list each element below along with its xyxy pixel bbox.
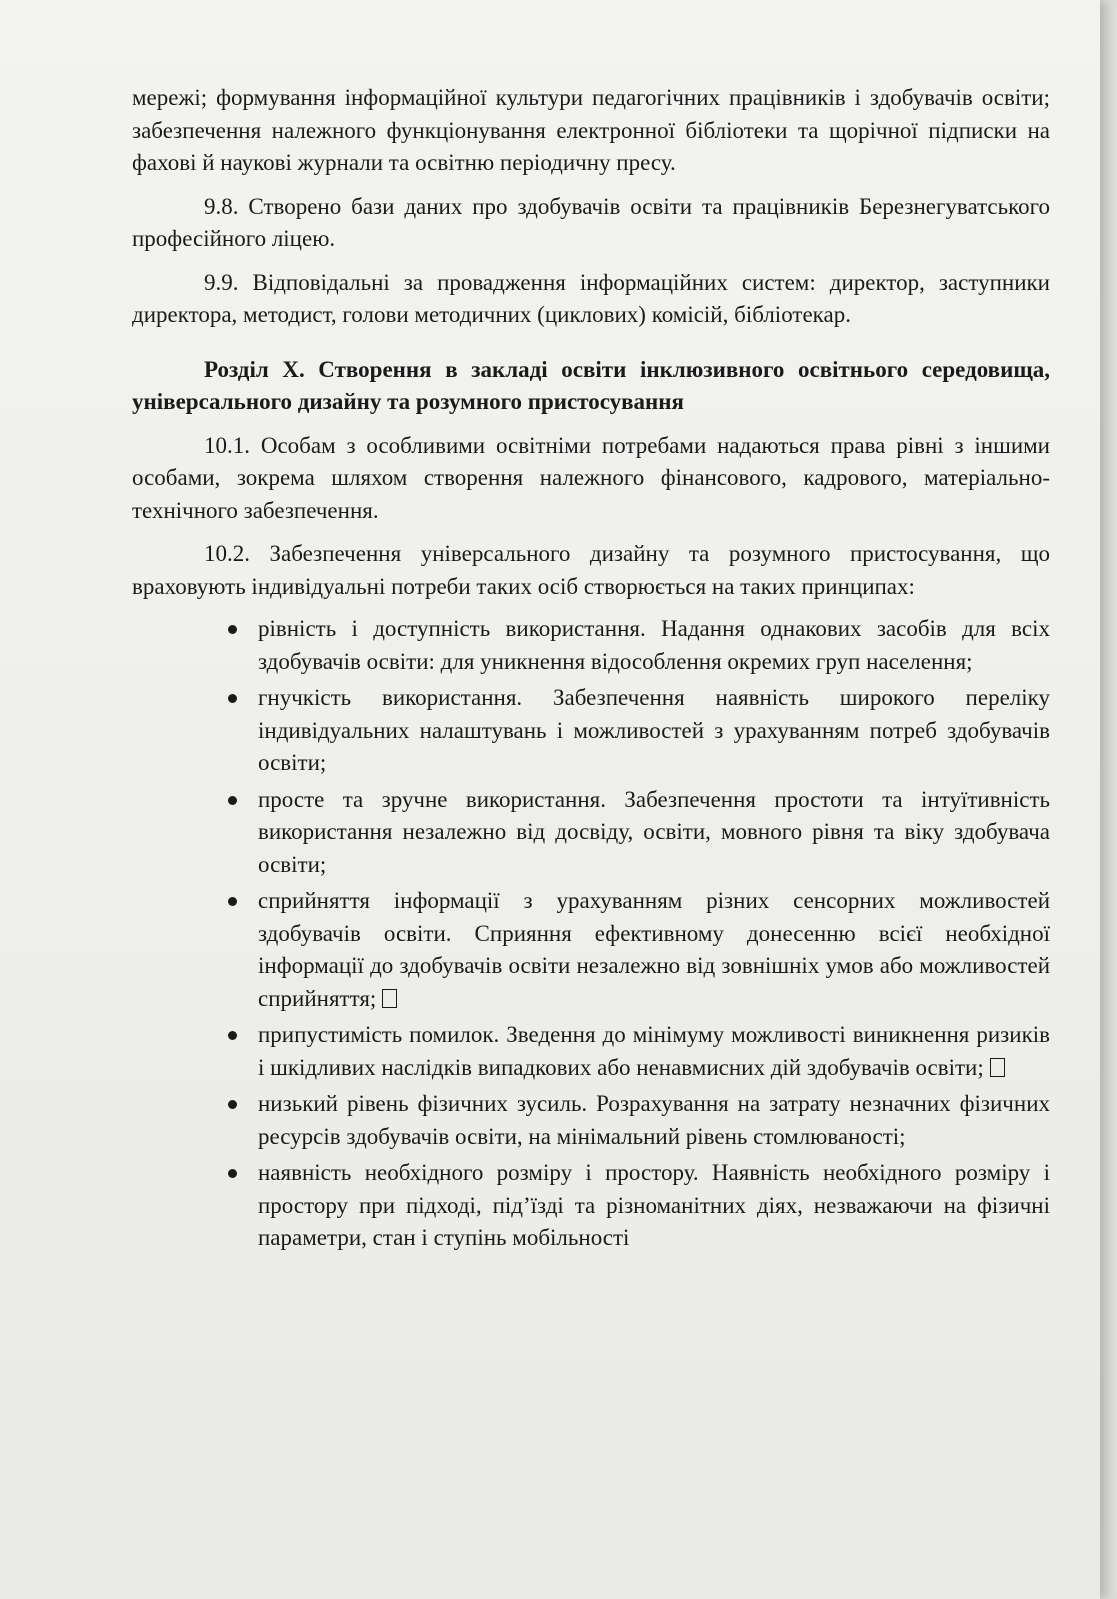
- list-item-text: гнучкість використання. Забезпечення наявність широкого переліку індивідуальних налаштувань і можливостей з урахуванням потреб здобувачів освіти;: [258, 685, 1050, 775]
- paragraph-9-9: 9.9. Відповідальні за провадження інформаційних систем: директор, заступники директора, методист, голови методичних (циклових) комісій, бібліотекар.: [132, 269, 1050, 327]
- paragraph-continuation: мережі; формування інформаційної культури педагогічних працівників і здобувачів освіти; забезпечення належного функціонування електронної бібліотеки та щорічної підписки на фахові й наукові журнали та освітню періодичну пресу.: [132, 85, 1050, 175]
- list-item: [132, 885, 1050, 1015]
- empty-box-icon: [382, 989, 397, 1008]
- list-item-text: сприйняття інформації з урахуванням різних сенсорних можливостей здобувачів освіти. Сприяння ефективному донесенню всієї необхідної інформації до здобувачів освіти незалежно від зовнішніх умов або можливостей сприйняття;: [258, 888, 1050, 1011]
- list-item-text: низький рівень фізичних зусиль. Розрахування на затрату незначних фізичних ресурсів здобувачів освіти, на мінімальний рівень стомлюваності;: [258, 1091, 1050, 1149]
- bullet-icon: [228, 625, 237, 634]
- list-item: [132, 682, 1050, 780]
- list-item: [132, 1088, 1050, 1153]
- bullet-icon: [228, 1169, 237, 1178]
- principles-list: [132, 613, 1050, 1255]
- list-item: [132, 1157, 1050, 1255]
- paragraph-10-2: 10.2. Забезпечення універсального дизайну та розумного пристосування, що враховують індивідуальні потреби таких осіб створюється на таких принципах:: [132, 541, 1050, 599]
- list-item: [132, 1019, 1050, 1084]
- list-item: [132, 613, 1050, 678]
- list-item: [132, 784, 1050, 882]
- empty-box-icon: [990, 1058, 1005, 1077]
- bullet-icon: [228, 694, 237, 703]
- document-body: [132, 82, 1050, 1259]
- bullet-icon: [228, 1100, 237, 1109]
- list-item-text: рівність і доступність використання. Надання однакових засобів для всіх здобувачів освіти: для уникнення відособлення окремих груп населення;: [258, 616, 1050, 674]
- bullet-icon: [228, 1031, 237, 1040]
- list-item-text: наявність необхідного розміру і простору. Наявність необхідного розміру і простору при підході, під’їзді та різноманітних діях, незважаючи на фізичні параметри, стан і ступінь мобільності: [258, 1160, 1050, 1250]
- paragraph-9-8: 9.8. Створено бази даних про здобувачів освіти та працівників Березнегуватського професійного ліцею.: [132, 193, 1050, 251]
- bullet-icon: [228, 897, 237, 906]
- list-item-text: припустимість помилок. Зведення до мінімуму можливості виникнення ризиків і шкідливих наслідків випадкових або ненавмисних дій здобувачів освіти;: [258, 1022, 1050, 1080]
- paragraph-10-1: 10.1. Особам з особливими освітніми потребами надаються права рівні з іншими особами, зокрема шляхом створення належного фінансового, кадрового, матеріально-технічного забезпечення.: [132, 432, 1050, 523]
- bullet-icon: [228, 796, 237, 805]
- list-item-text: просте та зручне використання. Забезпечення простоти та інтуїтивність використання незалежно від досвіду, освіти, мовного рівня та віку здобувача освіти;: [258, 786, 1050, 877]
- section-heading: Розділ X. Створення в закладі освіти інклюзивного освітнього середовища, універсального дизайну та розумного пристосування: [132, 356, 1050, 414]
